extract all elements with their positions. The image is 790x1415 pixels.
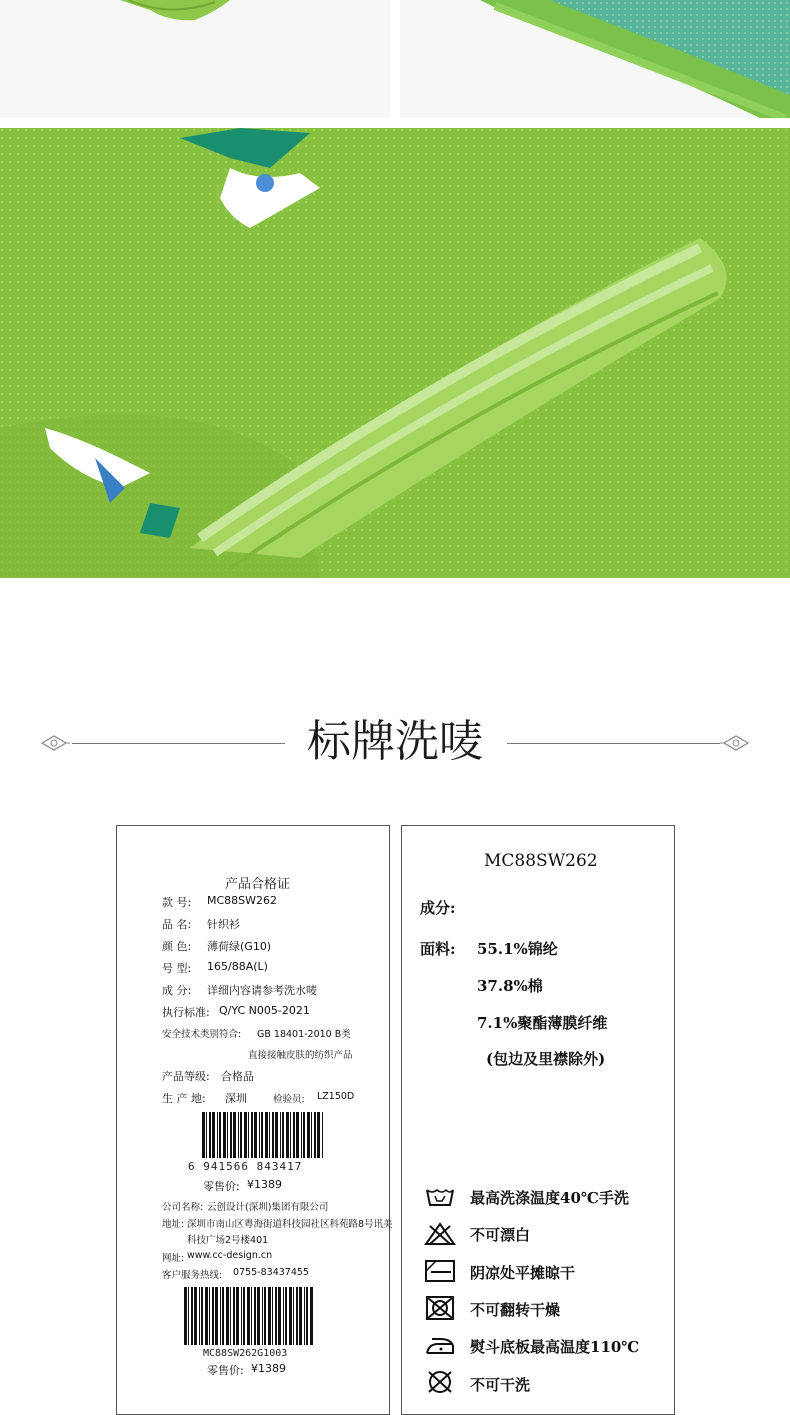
flat-dry-shade-icon — [424, 1259, 456, 1283]
no-bleach-icon — [424, 1222, 456, 1246]
price-value: ¥1389 — [251, 1362, 286, 1375]
website-value: www.cc-design.cn — [187, 1250, 273, 1261]
row-label: 颜 色: — [162, 940, 192, 953]
row-value: 针织衫 — [207, 918, 240, 931]
row-label: 安全技术类别符合: — [162, 1029, 242, 1040]
origin-value: 深圳 — [225, 1092, 247, 1105]
barcode-sku-image — [184, 1287, 314, 1345]
row-label: 号 型: — [162, 962, 192, 975]
grade-label: 产品等级: — [162, 1070, 210, 1083]
row-value: MC88SW262 — [207, 894, 278, 907]
fabric-closeup-photo-left — [0, 0, 390, 118]
address-line2: 科技广场2号楼401 — [187, 1235, 269, 1246]
care-label-tag — [401, 825, 675, 1415]
row-value: Q/YC N005-2021 — [219, 1004, 310, 1017]
row-label: 品 名: — [162, 918, 192, 931]
care-instruction-text: 最高洗涤温度40℃手洗 — [470, 1189, 629, 1207]
section-title: 标牌洗唛 — [307, 716, 483, 767]
certificate-tag — [116, 825, 393, 1415]
safety-note: 直接接触皮肤的纺织产品 — [248, 1050, 353, 1061]
address-line1: 深圳市南山区粤海街道科技园社区科苑路8号讯美 — [187, 1219, 393, 1230]
certificate-title: 产品合格证 — [225, 877, 291, 892]
price-label: 零售价: — [207, 1364, 244, 1377]
hotline-value: 0755-83437455 — [233, 1267, 309, 1278]
model-number: MC88SW262 — [484, 851, 598, 871]
barcode-sku-number: MC88SW262G1003 — [203, 1348, 288, 1359]
barcode-number: 6 941566 843417 — [188, 1160, 303, 1173]
grade-value: 合格品 — [221, 1070, 254, 1083]
row-value: 165/88A(L) — [207, 960, 268, 973]
inspector-value: LZ150D — [317, 1091, 355, 1102]
row-label: 执行标准: — [162, 1006, 210, 1019]
origin-label: 生 产 地: — [162, 1092, 206, 1105]
care-instruction-text: 阴凉处平摊晾干 — [470, 1264, 576, 1282]
care-instruction-text: 不可干洗 — [470, 1376, 531, 1394]
price-value: ¥1389 — [247, 1178, 282, 1191]
address-label: 地址: — [162, 1219, 185, 1230]
care-instruction-text: 熨斗底板最高温度110℃ — [470, 1338, 640, 1356]
ornament-right-icon — [720, 732, 750, 754]
row-value: GB 18401-2010 B类 — [257, 1029, 351, 1040]
row-label: 成 分: — [162, 984, 192, 997]
care-instruction-text: 不可翻转干燥 — [470, 1301, 561, 1319]
fabric-item: 37.8%棉 — [477, 977, 543, 995]
care-instruction-text: 不可漂白 — [470, 1226, 531, 1244]
section-header — [0, 712, 790, 772]
divider-line-right — [507, 743, 720, 744]
no-dry-clean-icon — [424, 1370, 456, 1394]
composition-label: 成分: — [420, 899, 456, 917]
no-tumble-dry-icon — [424, 1296, 456, 1320]
company-label: 公司名称: — [162, 1202, 204, 1213]
fabric-note: (包边及里襟除外) — [486, 1050, 606, 1068]
sleeve-cuff-photo — [0, 128, 790, 578]
row-label: 款 号: — [162, 896, 192, 909]
hotline-label: 客户服务热线: — [162, 1270, 223, 1281]
row-value: 薄荷绿(G10) — [207, 940, 272, 953]
price-label: 零售价: — [203, 1180, 240, 1193]
row-value: 详细内容请参考洗水唛 — [207, 984, 317, 997]
fabric-item: 7.1%聚酯薄膜纤维 — [477, 1014, 608, 1032]
website-label: 网址: — [162, 1253, 185, 1264]
company-value: 云创设计(深圳)集团有限公司 — [207, 1202, 329, 1213]
fabric-label: 面料: — [420, 940, 456, 958]
barcode-ean-image — [202, 1112, 324, 1158]
hand-wash-icon — [424, 1184, 456, 1208]
fabric-closeup-photo-right — [400, 0, 790, 118]
inspector-label: 检验员: — [273, 1094, 305, 1105]
fabric-item: 55.1%锦纶 — [477, 940, 558, 958]
iron-icon — [424, 1333, 456, 1357]
